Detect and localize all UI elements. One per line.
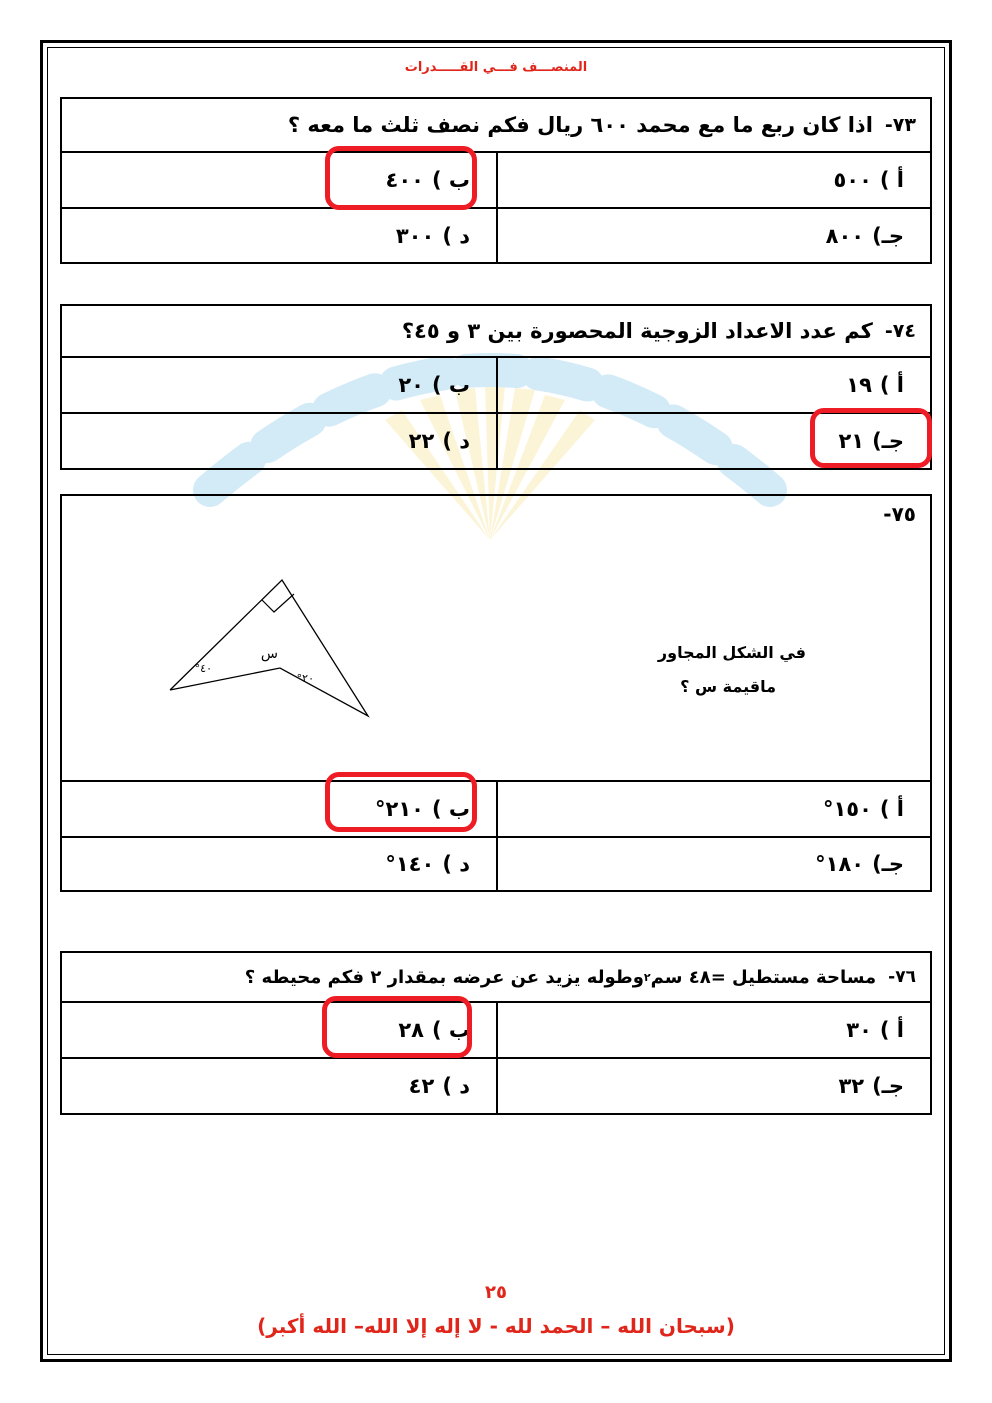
option-value: ٢١ xyxy=(838,429,865,453)
option-label: أ ) xyxy=(879,1018,904,1042)
option-c[interactable] xyxy=(496,209,930,262)
option-value: ٢٢ xyxy=(408,429,435,453)
question-75 xyxy=(60,494,932,892)
page-header: المنصـــف فـــي القـــــدرات xyxy=(404,60,588,75)
option-a[interactable] xyxy=(496,1003,930,1057)
question-text-row xyxy=(62,99,930,153)
option-label: أ ) xyxy=(879,797,904,821)
option-label: د ) xyxy=(442,429,470,453)
question-text: كم عدد الاعداد الزوجية المحصورة بين ٣ و ٤٥؟ xyxy=(401,319,873,343)
option-label: أ ) xyxy=(879,373,904,397)
option-value: ٢٨ xyxy=(398,1018,424,1042)
question-text-row xyxy=(62,953,930,1003)
question-text-superscript: ٢ xyxy=(643,970,651,984)
question-number: ٧٤- xyxy=(884,320,916,342)
option-label: ب ) xyxy=(431,373,470,397)
option-label: د ) xyxy=(442,852,470,876)
option-value: ١٥٠° xyxy=(822,797,872,821)
answer-marker-circle xyxy=(322,996,472,1058)
option-value: ٣٠ xyxy=(846,1018,872,1042)
question-73 xyxy=(60,97,932,264)
question-74 xyxy=(60,304,932,470)
option-value: ٥٠٠ xyxy=(833,168,872,192)
option-value: ١٤٠° xyxy=(385,852,435,876)
option-value: ١٨٠° xyxy=(815,852,865,876)
option-value: ١٩ xyxy=(846,373,872,397)
angle-a-label: ٤٠° xyxy=(194,662,212,675)
question-76 xyxy=(60,951,932,1115)
answer-marker-circle xyxy=(325,146,477,210)
option-label: جـ) xyxy=(872,429,904,453)
option-label: ب ) xyxy=(431,168,470,192)
option-d[interactable] xyxy=(62,209,496,262)
page-footer: (سبحان الله – الحمد لله - لا إله إلا الله– الله أكبر) xyxy=(257,1314,735,1338)
option-value: ٣٢ xyxy=(838,1074,865,1098)
question-number: ٧٦- xyxy=(888,967,916,987)
angle-b-label: ٢٠° xyxy=(296,672,314,685)
option-label: جـ) xyxy=(872,1074,904,1098)
question-number: ٧٥- xyxy=(883,502,916,526)
option-value: ٤٢ xyxy=(408,1074,435,1098)
page-number: ٢٥ xyxy=(485,1282,507,1303)
question-text-row xyxy=(62,306,930,358)
answer-marker-circle xyxy=(810,408,932,468)
option-label: ب ) xyxy=(431,797,470,821)
option-d[interactable] xyxy=(62,1059,496,1113)
question-text-part: مساحة مستطيل =٤٨ سم xyxy=(650,966,877,988)
option-a[interactable] xyxy=(496,153,930,207)
option-label: د ) xyxy=(442,223,470,248)
option-label: جـ) xyxy=(872,223,904,248)
option-label: ب ) xyxy=(431,1018,470,1042)
option-label: جـ) xyxy=(872,852,904,876)
option-value: ٤٠٠ xyxy=(385,168,424,192)
triangle-figure xyxy=(162,574,382,724)
question-text-part: وطوله يزيد عن عرضه بمقدار ٢ فكم محيطه ؟ xyxy=(244,966,644,988)
option-d[interactable] xyxy=(62,414,496,468)
angle-x-label: س xyxy=(260,646,278,662)
option-value: ٢٠ xyxy=(398,373,424,397)
option-b[interactable] xyxy=(62,358,496,412)
option-value: ٢١٠° xyxy=(375,797,424,821)
option-value: ٣٠٠ xyxy=(395,223,435,248)
option-label: أ ) xyxy=(879,168,904,192)
option-c[interactable] xyxy=(496,1059,930,1113)
figure-text-line: في الشكل المجاور xyxy=(657,643,806,662)
figure-area xyxy=(62,496,930,782)
answer-marker-circle xyxy=(325,772,477,832)
question-text: اذا كان ربع ما مع محمد ٦٠٠ ريال فكم نصف ثلث ما معه ؟ xyxy=(287,113,873,137)
option-value: ٨٠٠ xyxy=(825,223,865,248)
question-number: ٧٣- xyxy=(884,114,916,136)
figure-question-text xyxy=(658,636,806,704)
option-a[interactable] xyxy=(496,358,930,412)
option-a[interactable] xyxy=(496,782,930,836)
option-label: د ) xyxy=(442,1074,470,1098)
option-d[interactable] xyxy=(62,838,496,890)
option-c[interactable] xyxy=(496,838,930,890)
figure-text-line: ماقيمة س ؟ xyxy=(680,677,776,696)
